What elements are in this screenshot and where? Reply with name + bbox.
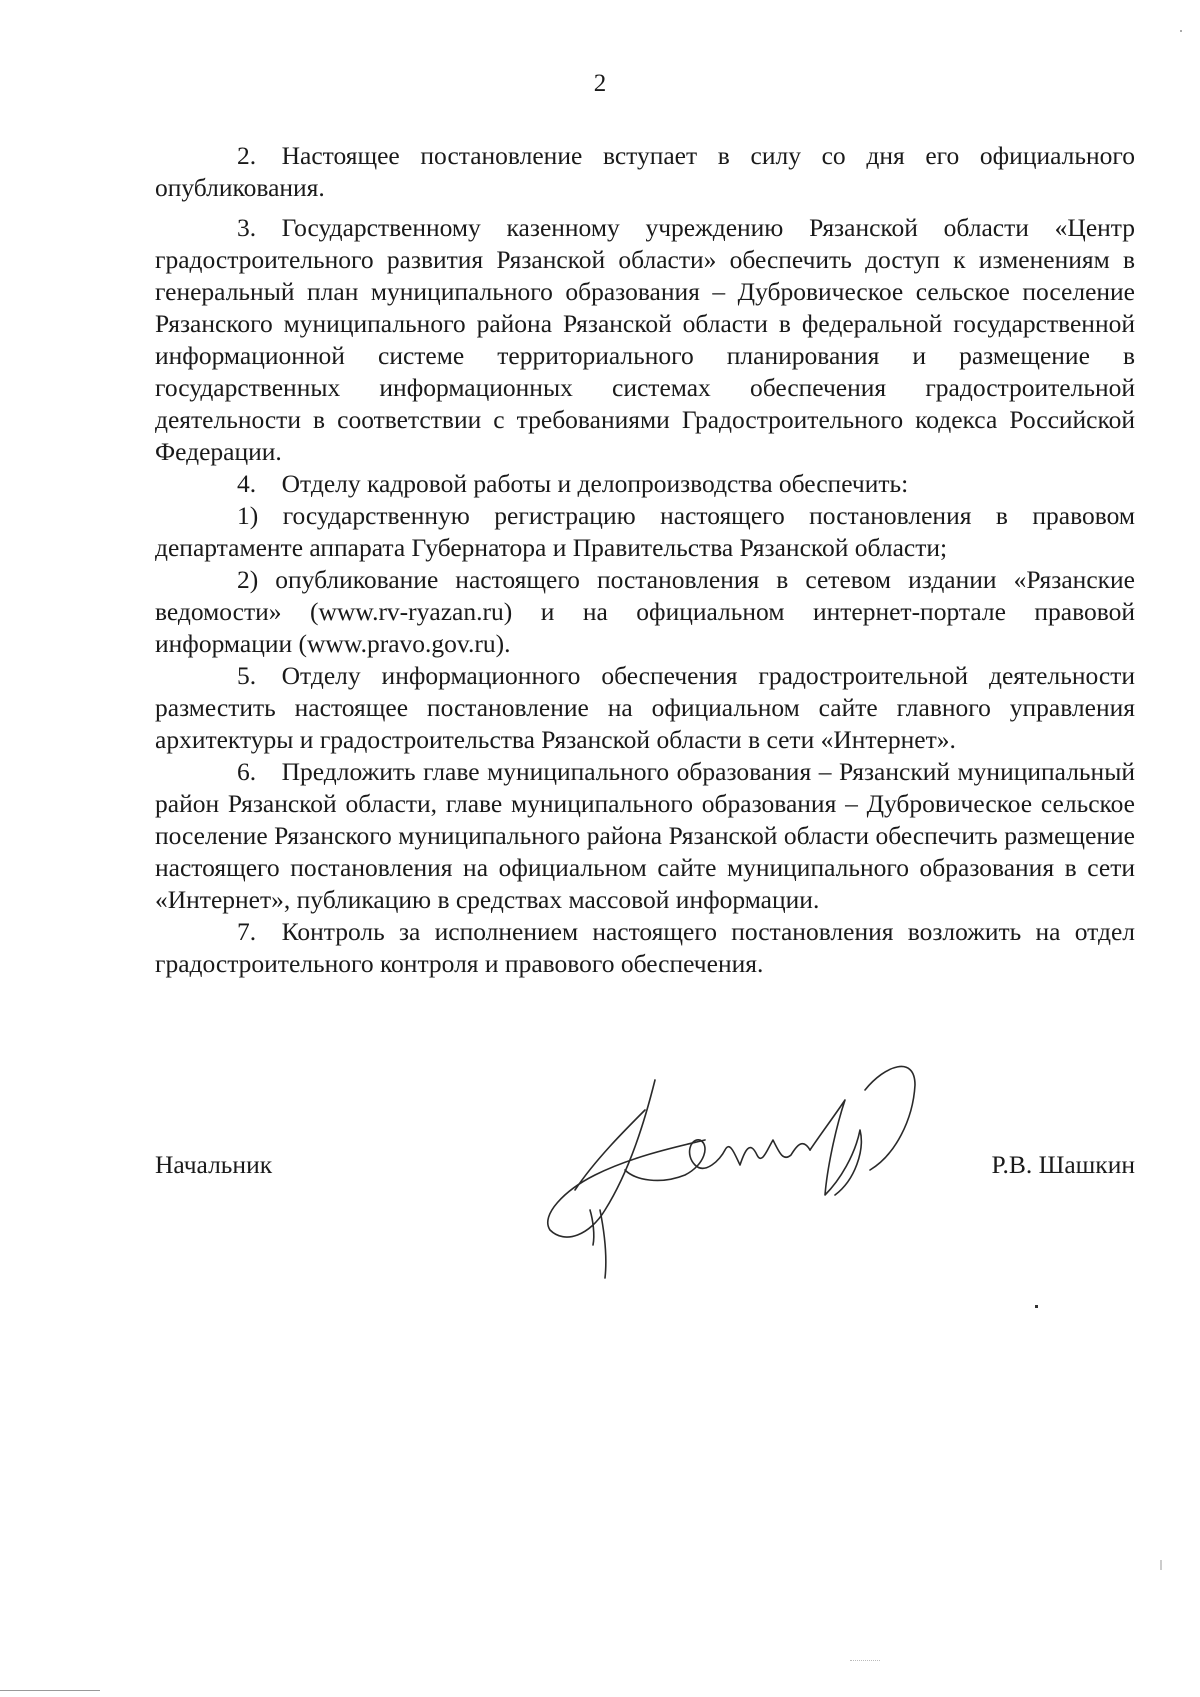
document-body — [155, 140, 1135, 980]
signatory-name: Р.В. Шашкин — [991, 1150, 1135, 1179]
paragraph-6: 6. Предложить главе муниципального образования – Рязанский муниципальный район Рязанской области, главе муниципального образования – Дубровическое сельское поселение Рязанского муниципального района Рязанской области обеспечить размещение настоящего постановления на официальном сайте муниципального образования в сети «Интернет», публикацию в средствах массовой информации. — [155, 757, 1135, 914]
handwritten-signature — [535, 1060, 975, 1280]
scan-artifact-margin — [1160, 1560, 1162, 1570]
paragraph-7: 7. Контроль за исполнением настоящего постановления возложить на отдел градостроительного контроля и правового обеспечения. — [155, 917, 1135, 978]
paragraph-2: 2. Настоящее постановление вступает в силу со дня его официального опубликования. — [155, 141, 1135, 202]
signatory-position: Начальник — [155, 1150, 273, 1179]
paragraph-4-item-2: 2) опубликование настоящего постановления в сетевом издании «Рязанские ведомости» (www.rv-ryazan.ru) и на официальном интернет-портале правовой информации (www.pravo.gov.ru). — [155, 565, 1135, 658]
scan-artifact-corner — [1180, 30, 1182, 32]
scan-artifact — [1035, 1305, 1038, 1308]
paragraph-3: 3. Государственному казенному учреждению Рязанской области «Центр градостроительного развития Рязанской области» обеспечить доступ к изменениям в генеральный план муниципального образования – Дубровическое сельское поселение Рязанского муниципального района Рязанской области в федеральной государственной информационной системе территориального планирования и размещение в государственных информационных системах обеспечения градостроительной деятельности в соответствии с требованиями Градостроительного кодекса Российской Федерации. — [155, 213, 1135, 466]
scan-artifact-dots — [850, 1660, 880, 1663]
page-number: 2 — [593, 70, 607, 97]
paragraph-4: 4. Отделу кадровой работы и делопроизводства обеспечить: — [237, 469, 909, 498]
scan-artifact-edge — [0, 1690, 100, 1691]
paragraph-5: 5. Отделу информационного обеспечения градостроительной деятельности разместить настоящее постановление на официальном сайте главного управления архитектуры и градостроительства Рязанской области в сети «Интернет». — [155, 661, 1135, 754]
paragraph-4-item-1: 1) государственную регистрацию настоящего постановления в правовом департаменте аппарата Губернатора и Правительства Рязанской области; — [155, 501, 1135, 562]
